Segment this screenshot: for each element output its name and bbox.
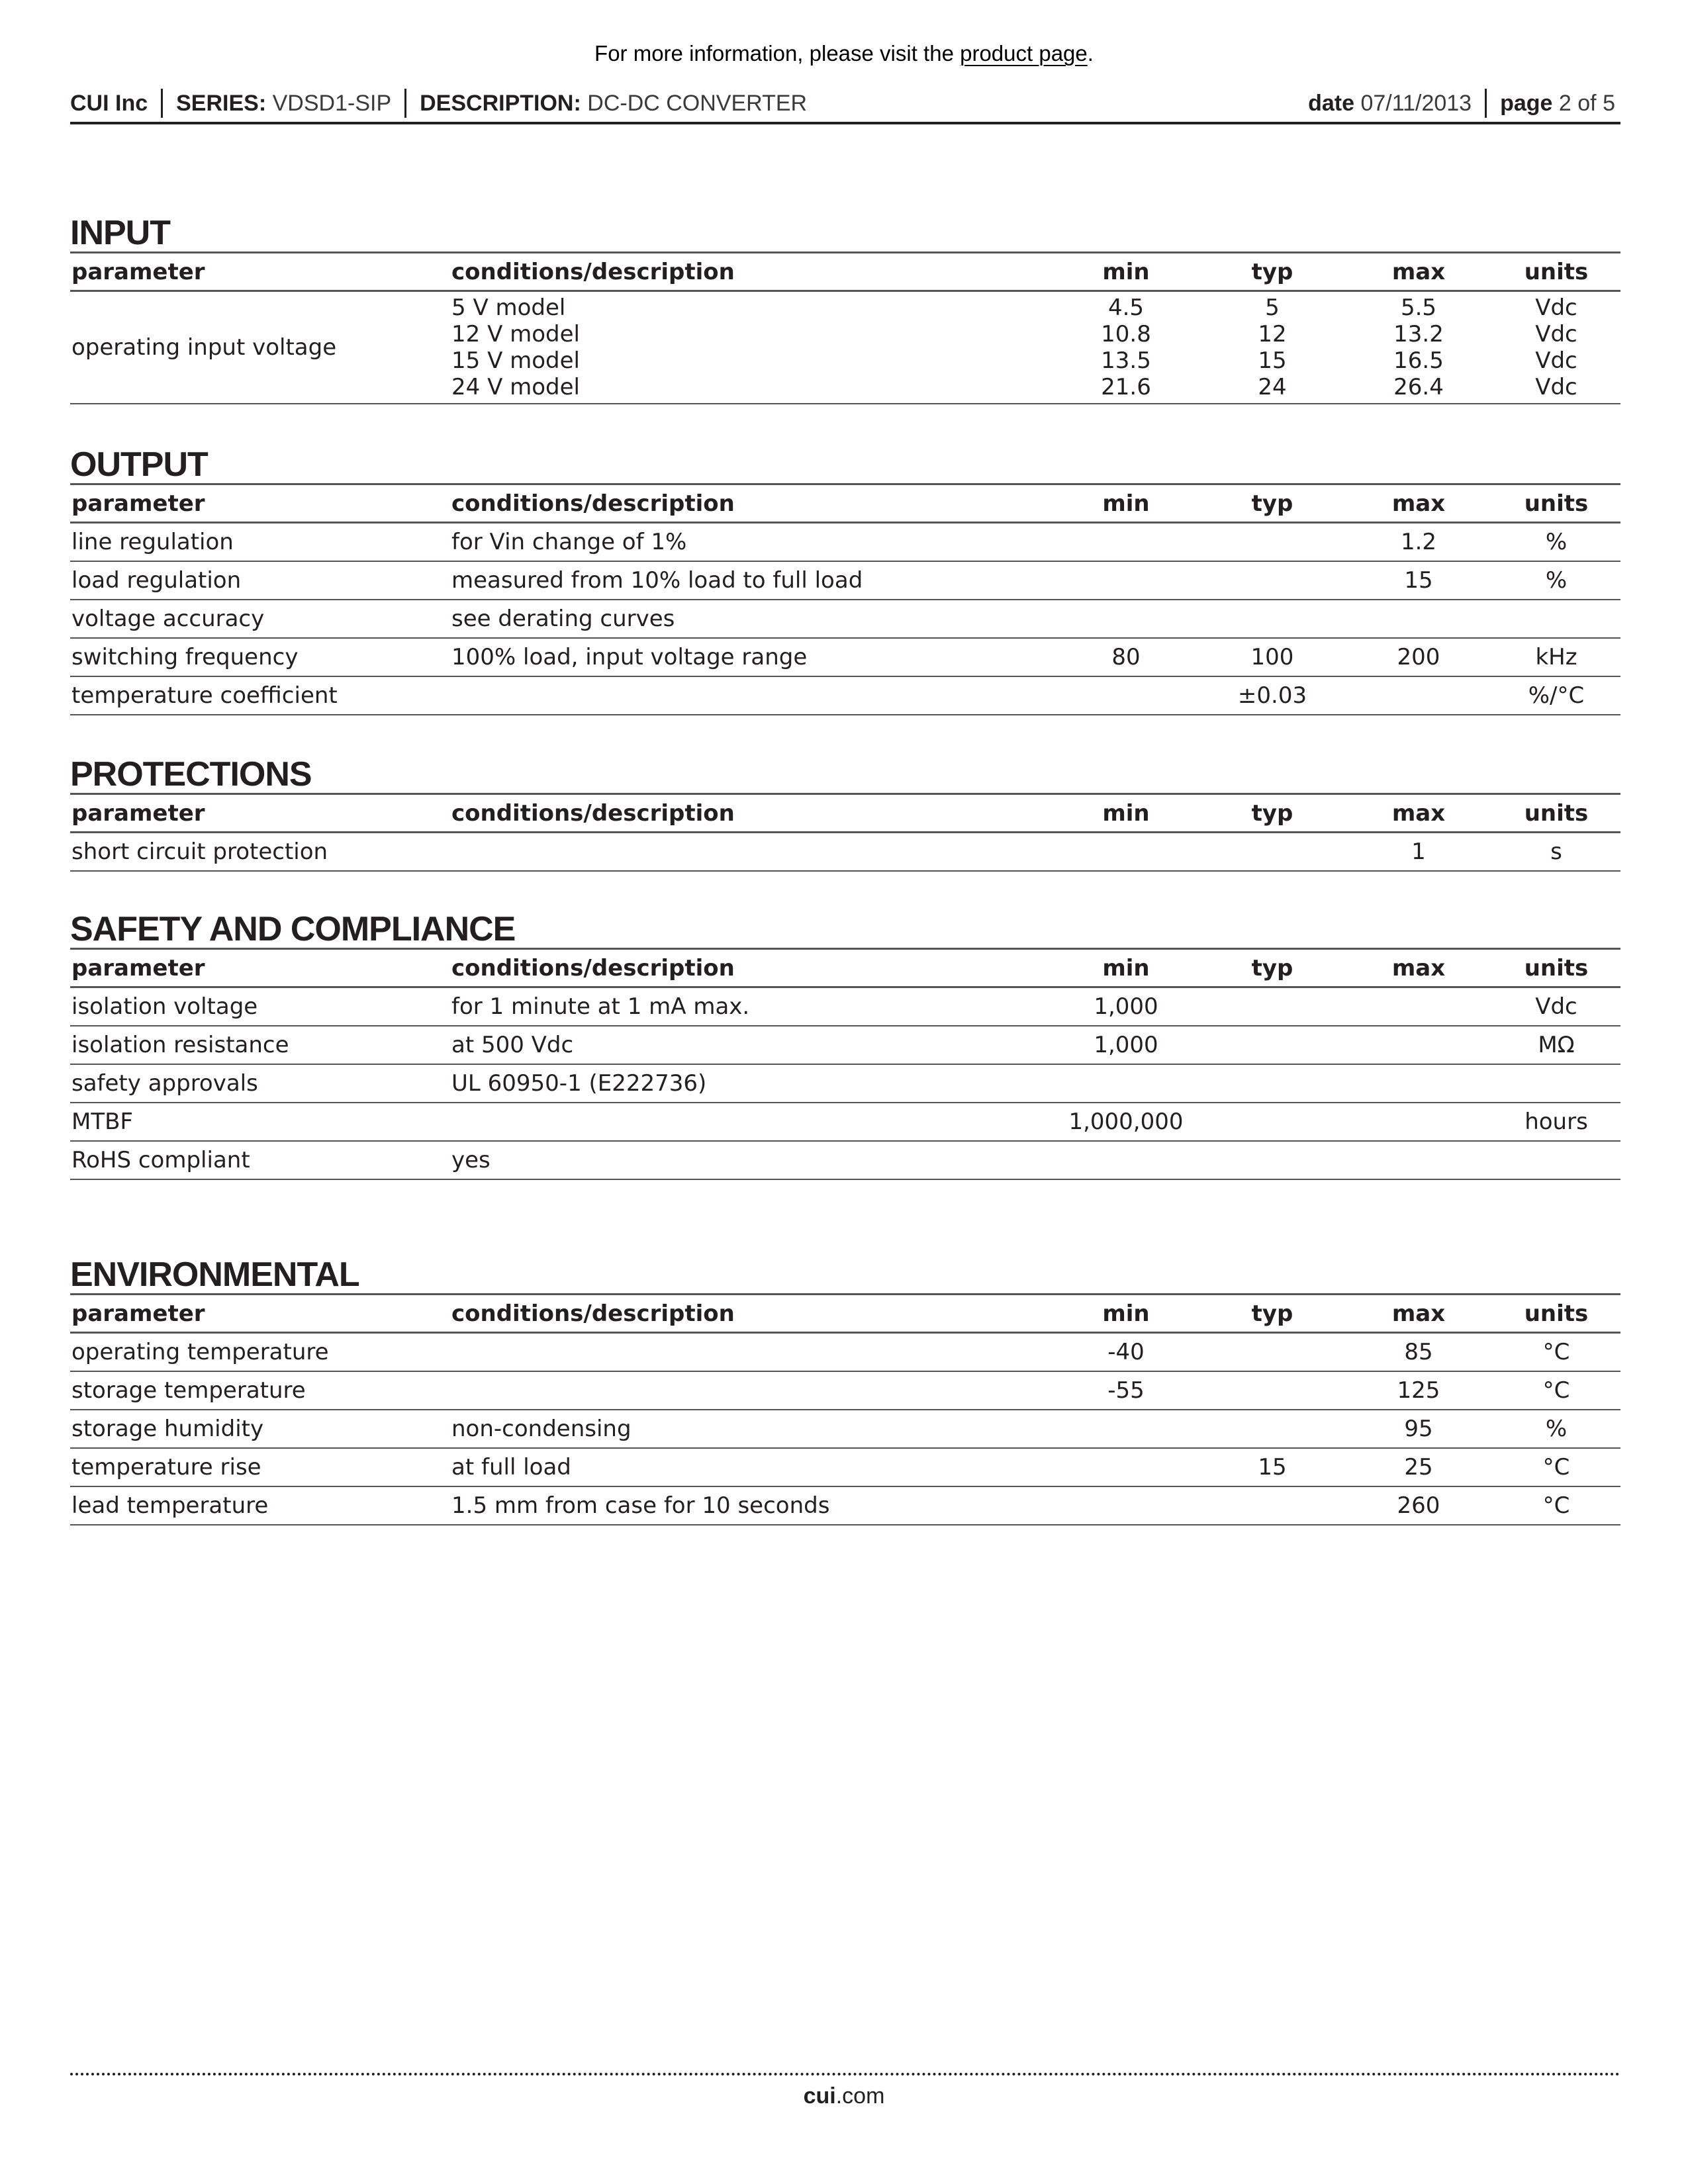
- more-info-prefix: For more information, please visit the: [594, 41, 961, 66]
- input-table: [70, 253, 1620, 404]
- input-section: [70, 214, 1620, 404]
- company-name: CUI Inc: [70, 91, 148, 116]
- table-row: safety approvals UL 60950-1 (E222736): [70, 1064, 1620, 1103]
- col-parameter: parameter: [70, 950, 450, 987]
- parameter-cell: operating input voltage: [70, 291, 450, 404]
- col-units: units: [1492, 950, 1620, 987]
- col-min: min: [1053, 795, 1199, 833]
- conditions-cell: 5 V model 12 V model 15 V model 24 V model: [450, 291, 1053, 404]
- page-number: 2 of 5: [1558, 91, 1615, 116]
- environmental-table: [70, 1295, 1620, 1525]
- col-max: max: [1345, 950, 1492, 987]
- col-conditions: conditions/description: [450, 795, 1053, 833]
- section-title: INPUT: [70, 214, 1620, 253]
- table-row: switching frequency 100% load, input voltage range 80 100 200 kHz: [70, 638, 1620, 676]
- col-parameter: parameter: [70, 253, 450, 291]
- col-conditions: conditions/description: [450, 485, 1053, 523]
- section-title: OUTPUT: [70, 446, 1620, 485]
- table-row: temperature coefficient ±0.03 %/°C: [70, 676, 1620, 715]
- col-typ: typ: [1199, 253, 1345, 291]
- col-min: min: [1053, 950, 1199, 987]
- min-cell: 4.5 10.8 13.5 21.6: [1053, 291, 1199, 404]
- table-row: temperature rise at full load 15 25 °C: [70, 1448, 1620, 1486]
- output-table: [70, 485, 1620, 715]
- table-row: RoHS compliant yes: [70, 1141, 1620, 1179]
- table-row: load regulation measured from 10% load to full load 15 %: [70, 561, 1620, 600]
- col-conditions: conditions/description: [450, 1295, 1053, 1333]
- table-row: voltage accuracy see derating curves: [70, 600, 1620, 638]
- table-row: storage humidity non-condensing 95 %: [70, 1410, 1620, 1448]
- typ-cell: 5 12 15 24: [1199, 291, 1345, 404]
- footer-divider: [70, 2073, 1620, 2075]
- col-units: units: [1492, 795, 1620, 833]
- footer-brand: cui: [803, 2083, 836, 2109]
- table-header-row: [70, 795, 1620, 833]
- col-units: units: [1492, 1295, 1620, 1333]
- col-typ: typ: [1199, 950, 1345, 987]
- environmental-section: [70, 1256, 1620, 1525]
- table-header-row: [70, 950, 1620, 987]
- protections-section: [70, 756, 1620, 872]
- col-max: max: [1345, 1295, 1492, 1333]
- col-parameter: parameter: [70, 1295, 450, 1333]
- col-units: units: [1492, 485, 1620, 523]
- table-row: line regulation for Vin change of 1% 1.2 %: [70, 523, 1620, 562]
- description-value: DC-DC CONVERTER: [587, 91, 808, 116]
- col-max: max: [1345, 795, 1492, 833]
- table-row: operating temperature -40 85 °C: [70, 1333, 1620, 1372]
- series-label: SERIES:: [176, 91, 267, 116]
- table-row: isolation voltage for 1 minute at 1 mA max. 1,000 Vdc: [70, 987, 1620, 1026]
- series-value: VDSD1-SIP: [272, 91, 392, 116]
- table-row: short circuit protection 1 s: [70, 833, 1620, 872]
- col-units: units: [1492, 253, 1620, 291]
- more-info-note: [0, 41, 1688, 66]
- max-cell: 5.5 13.2 16.5 26.4: [1345, 291, 1492, 404]
- col-typ: typ: [1199, 485, 1345, 523]
- table-row: MTBF 1,000,000 hours: [70, 1103, 1620, 1141]
- col-typ: typ: [1199, 1295, 1345, 1333]
- footer-website-link[interactable]: [0, 2083, 1688, 2109]
- product-page-link[interactable]: product page: [960, 41, 1088, 66]
- col-min: min: [1053, 485, 1199, 523]
- col-conditions: conditions/description: [450, 253, 1053, 291]
- more-info-suffix: .: [1087, 41, 1094, 66]
- col-typ: typ: [1199, 795, 1345, 833]
- output-section: [70, 446, 1620, 715]
- section-title: PROTECTIONS: [70, 756, 1620, 795]
- col-max: max: [1345, 485, 1492, 523]
- table-row: lead temperature 1.5 mm from case for 10 seconds 260 °C: [70, 1486, 1620, 1525]
- table-row: [70, 291, 1620, 404]
- section-title: ENVIRONMENTAL: [70, 1256, 1620, 1295]
- date-value: 07/11/2013: [1360, 91, 1472, 116]
- units-cell: Vdc Vdc Vdc Vdc: [1492, 291, 1620, 404]
- table-row: storage temperature -55 125 °C: [70, 1371, 1620, 1410]
- section-title: SAFETY AND COMPLIANCE: [70, 911, 1620, 950]
- date-label: date: [1308, 91, 1354, 116]
- table-header-row: [70, 485, 1620, 523]
- col-conditions: conditions/description: [450, 950, 1053, 987]
- table-row: isolation resistance at 500 Vdc 1,000 MΩ: [70, 1026, 1620, 1064]
- col-parameter: parameter: [70, 485, 450, 523]
- table-header-row: [70, 1295, 1620, 1333]
- protections-table: [70, 795, 1620, 872]
- col-parameter: parameter: [70, 795, 450, 833]
- description-label: DESCRIPTION:: [420, 91, 581, 116]
- safety-compliance-section: [70, 911, 1620, 1180]
- table-header-row: [70, 253, 1620, 291]
- document-header: [70, 87, 1620, 124]
- page-label: page: [1500, 91, 1553, 116]
- safety-table: [70, 950, 1620, 1180]
- col-min: min: [1053, 1295, 1199, 1333]
- footer-domain: .com: [835, 2083, 885, 2109]
- col-min: min: [1053, 253, 1199, 291]
- col-max: max: [1345, 253, 1492, 291]
